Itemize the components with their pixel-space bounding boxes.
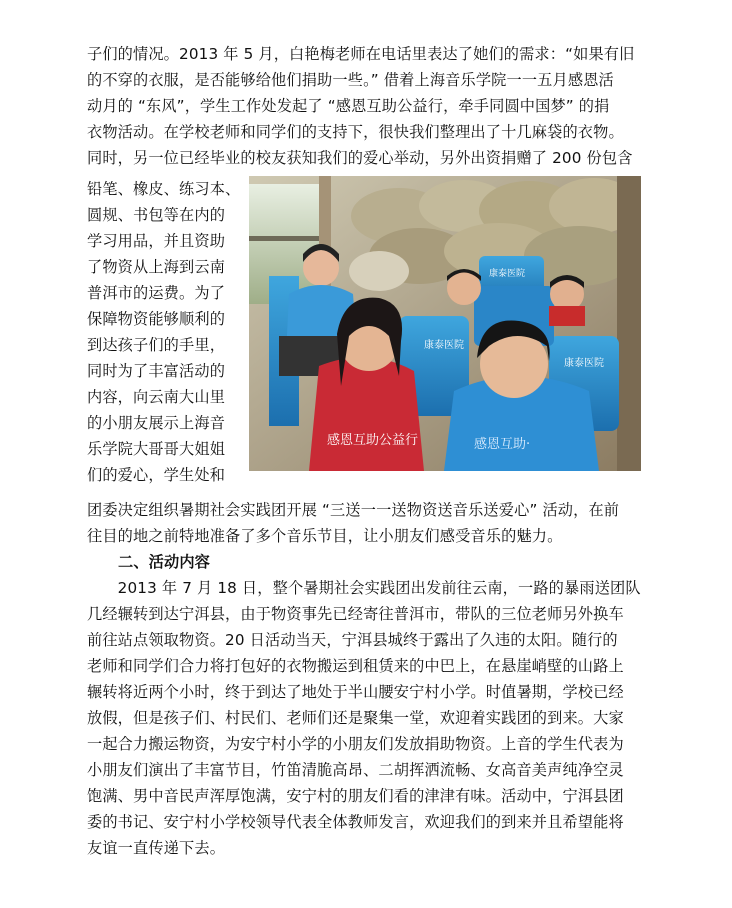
seat-label: 康泰医院: [564, 358, 604, 369]
body-line: 同时，另一位已经毕业的校友获知我们的爱心举动，另外出资捐赠了 200 份包含: [87, 149, 633, 167]
body-line: 团委决定组织暑期社会实践团开展 “三送一一送物资送音乐送爱心” 活动，在前: [87, 501, 620, 519]
shirt-print: 感恩互助·: [474, 437, 531, 452]
wrap-line: 到达孩子们的手里，: [87, 336, 226, 354]
wrap-line: 学习用品，并且资助: [87, 232, 226, 250]
seat-label: 康泰医院: [424, 340, 464, 351]
body-line: 饱满、男中音民声浑厚饱满，安宁村的朋友们看的津津有味。活动中，宁洱县团: [87, 787, 624, 805]
body-line: 委的书记、安宁村小学校领导代表全体教师发言，欢迎我们的到来并且希望能将: [87, 813, 624, 831]
body-line: 几经辗转到达宁洱县，由于物资事先已经寄往普洱市，带队的三位老师另外换车: [87, 605, 624, 623]
wrap-line: 保障物资能够顺利的: [87, 310, 226, 328]
wrap-line: 们的爱心，学生处和: [87, 466, 226, 484]
body-line: 前往站点领取物资。20 日活动当天，宁洱县城终于露出了久违的太阳。随行的: [87, 631, 618, 649]
section-heading: 二、活动内容: [118, 553, 211, 571]
bus-photo: [249, 176, 641, 471]
body-line: 衣物活动。在学校老师和同学们的支持下，很快我们整理出了十几麻袋的衣物。: [87, 123, 624, 141]
wrap-line: 同时为了丰富活动的: [87, 362, 226, 380]
seat-label: 康泰医院: [489, 269, 526, 279]
body-line: 子们的情况。2013 年 5 月，白艳梅老师在电话里表达了她们的需求：“如果有旧: [87, 45, 635, 63]
body-line: 一起合力搬运物资，为安宁村小学的小朋友们发放捐助物资。上音的学生代表为: [87, 735, 624, 753]
body-line: 动月的 “东风”，学生工作处发起了 “感恩互助公益行，牵手同圆中国梦” 的捐: [87, 97, 610, 115]
body-line: 2013 年 7 月 18 日，整个暑期社会实践团出发前往云南，一路的暴雨送团队: [87, 579, 641, 597]
body-line: 的不穿的衣服，是否能够给他们捐助一些。” 借着上海音乐学院一一五月感恩活: [87, 71, 614, 89]
wrap-line: 铅笔、橡皮、练习本、: [87, 180, 241, 198]
shirt-print: 感恩互助公益行: [327, 433, 419, 448]
wrap-line: 乐学院大哥哥大姐姐: [87, 440, 226, 458]
wrap-line: 圆规、书包等在内的: [87, 206, 226, 224]
body-line: 往目的地之前特地准备了多个音乐节目，让小朋友们感受音乐的魅力。: [87, 527, 563, 545]
body-line: 老师和同学们合力将打包好的衣物搬运到租赁来的中巴上，在悬崖峭壁的山路上: [87, 657, 624, 675]
body-line: 友谊一直传递下去。: [87, 839, 226, 857]
wrap-line: 内容，向云南大山里: [87, 388, 226, 406]
body-line: 放假，但是孩子们、村民们、老师们还是聚集一堂，欢迎着实践团的到来。大家: [87, 709, 624, 727]
body-line: 小朋友们演出了丰富节目，竹笛清脆高昂、二胡挥洒流畅、女高音美声纯净空灵: [87, 761, 624, 779]
wrap-line: 的小朋友展示上海音: [87, 414, 226, 432]
wrap-line: 普洱市的运费。为了: [87, 284, 226, 302]
body-line: 辗转将近两个小时，终于到达了地处于半山腰安宁村小学。时值暑期，学校已经: [87, 683, 624, 701]
wrap-line: 了物资从上海到云南: [87, 258, 226, 276]
